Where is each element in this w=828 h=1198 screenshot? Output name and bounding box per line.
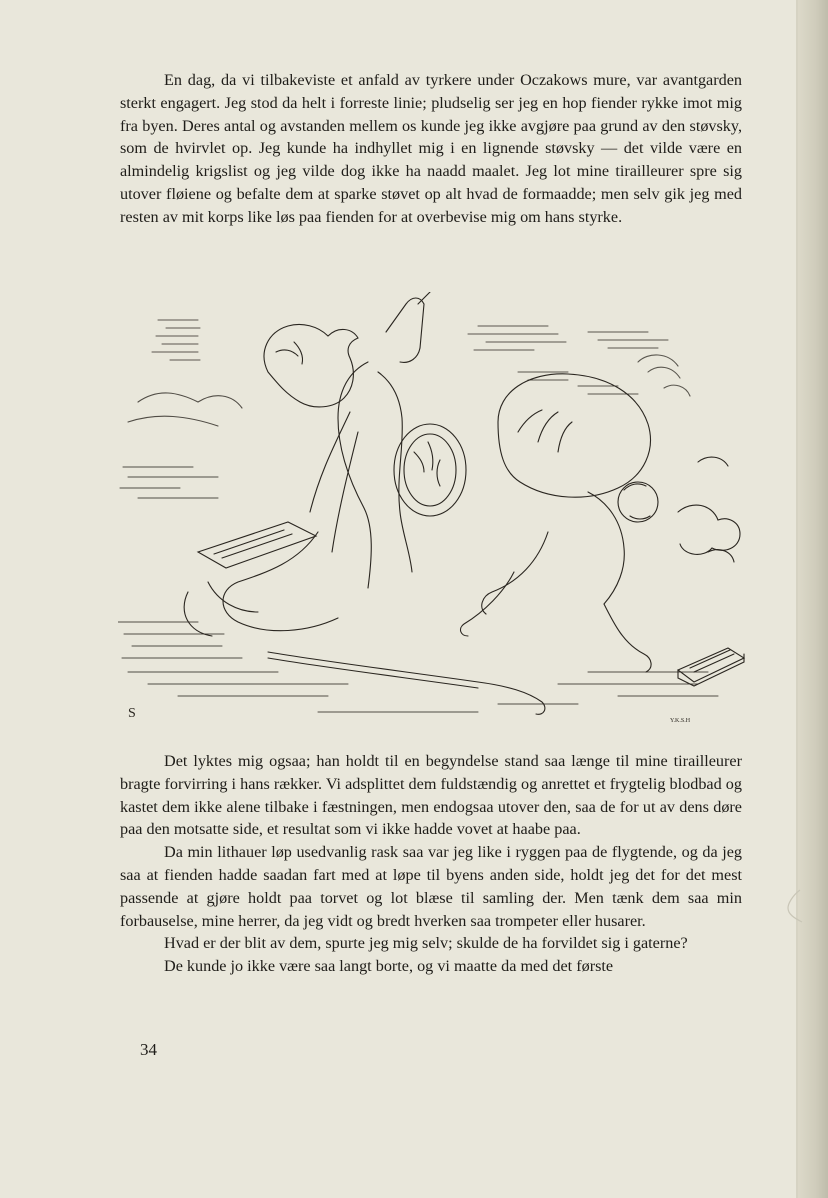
illustration-signature-left: S	[128, 706, 136, 721]
engraving-illustration	[118, 292, 748, 724]
paragraph-1: En dag, da vi tilbakeviste et anfald av tyrkere under Oczakows mure, var avantgarden sterkt engagert. Jeg stod da helt i forreste linie; pludselig ser jeg en hop fiender rykke imot mig fra byen. Deres antal og avstanden mellem os kunde jeg ikke avgjøre paa grund av den støvsky, som de hvirvlet op. Jeg kunde ha indhyllet mig i en lignende støvsky — det vilde være en almindelig krigslist og jeg vilde dog ikke ha naadd maalet. Jeg lot mine tirailleurer spre sig utover fløiene og befalte dem at sparke støvet op alt hvad de formaadde; men selv gik jeg med resten av mit korps like løs paa fienden for at overbevise mig om hans styrke.	[120, 71, 742, 226]
book-on-ground	[678, 648, 744, 686]
paragraph-4: Hvad er der blit av dem, spurte jeg mig selv; skulde de ha forvildet sig i gaterne?	[164, 934, 688, 953]
bottom-paragraph-block	[120, 750, 742, 978]
horse-and-rider	[184, 292, 545, 714]
page-edge	[798, 0, 828, 1198]
paragraph-5: De kunde jo ikke være saa langt borte, og vi maatte da med det første	[164, 957, 614, 976]
ground-hatching	[118, 393, 718, 712]
top-paragraph-block	[120, 69, 742, 229]
bleed-through-mark	[784, 888, 806, 924]
paragraph-2: Det lyktes mig ogsaa; han holdt til en begyndelse stand saa længe til mine tirailleurer bragte forvirring i hans rækker. Vi adsplittet dem fuldstændig og anrettet et frygtelig blodbad og kastet dem ikke alene tilbake i fæstningen, men endogsaa utover den, saa de for ut av dens døre paa den motsatte side, et resultat som vi ikke hadde vovet at haabe paa.	[120, 752, 742, 839]
paragraph-3: Da min lithauer løp usedvanlig rask saa var jeg like i ryggen paa de flygtende, og da jeg saa at fienden hadde saadan fart med at løpe til byens anden side, holdt jeg det for det mest passende at gjøre holdt paa torvet og lot blæse til samling der. Men tænk dem saa min forbauselse, mine herrer, da jeg vidt og bredt hverken saa trompeter eller husarer.	[120, 843, 742, 930]
page-number: 34	[140, 1040, 157, 1059]
running-soldier	[461, 374, 740, 672]
illustration-signature-right: Y.K.S.H	[670, 718, 691, 724]
book-on-ground-left	[198, 522, 316, 568]
